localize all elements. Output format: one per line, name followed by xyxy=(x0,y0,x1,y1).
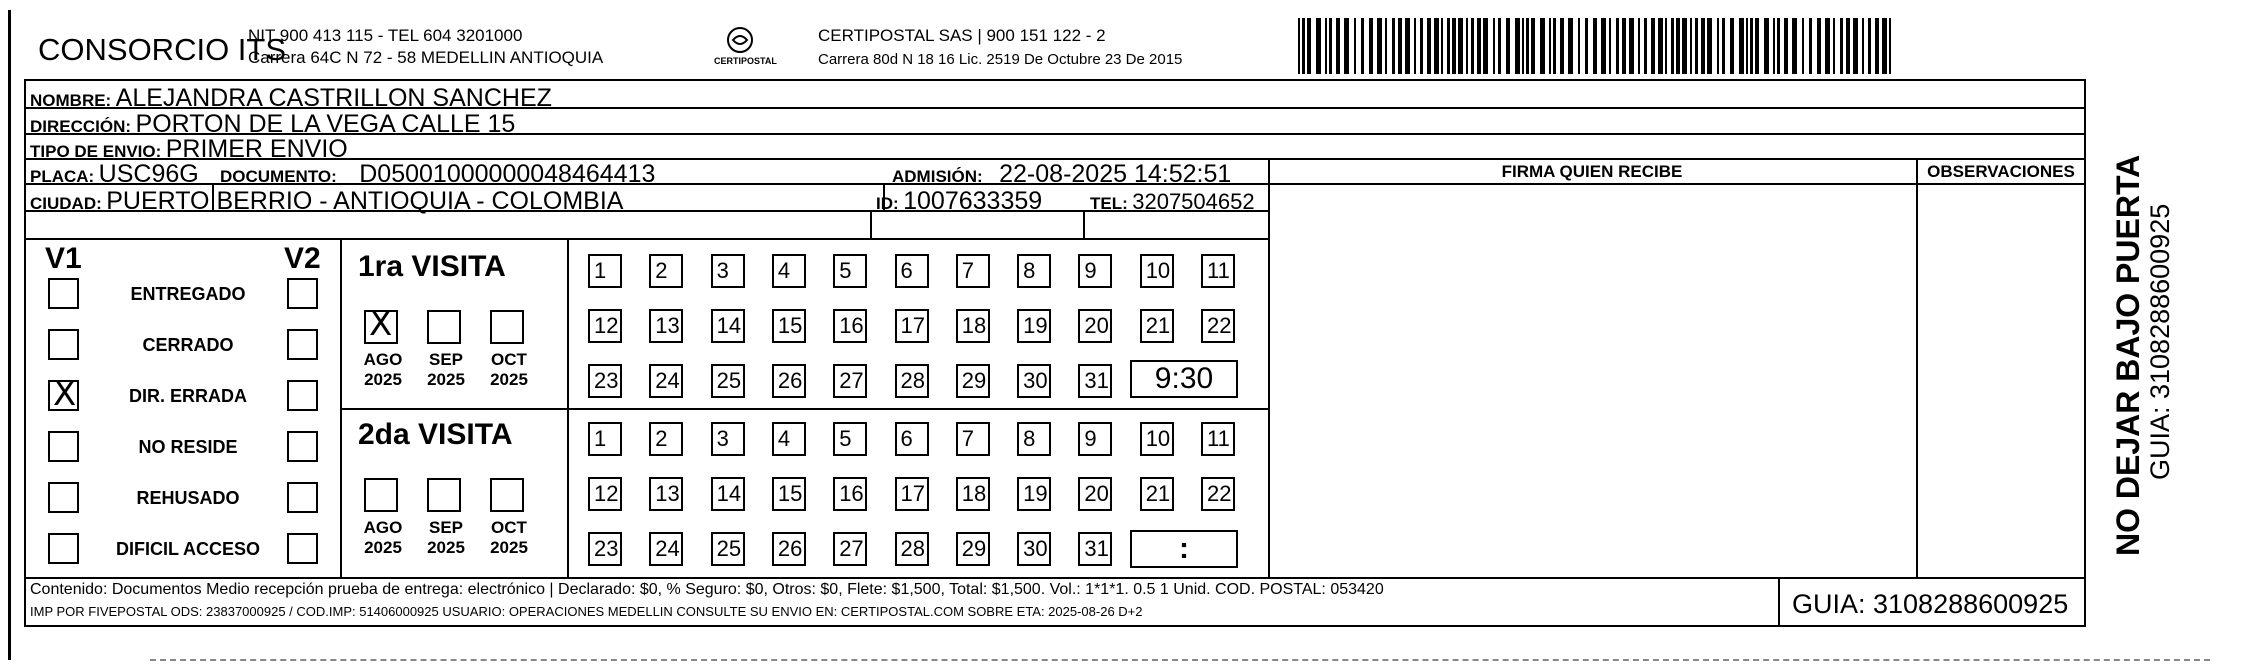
observaciones-area[interactable] xyxy=(1918,185,2084,575)
barcode-bar xyxy=(1361,18,1364,74)
day-box[interactable]: 23 xyxy=(588,532,622,566)
admision-value: 22-08-2025 14:52:51 xyxy=(999,160,1232,188)
barcode-bar xyxy=(1302,18,1305,74)
day-box[interactable]: 8 xyxy=(1017,422,1051,456)
day-box[interactable]: 10 xyxy=(1140,254,1174,288)
visit2-time-box[interactable] xyxy=(1130,530,1238,568)
v2-checkbox[interactable] xyxy=(287,380,318,411)
day-box[interactable]: 11 xyxy=(1201,422,1235,456)
barcode-bar xyxy=(1316,18,1321,74)
barcode-bar xyxy=(1420,18,1423,74)
barcode-bar xyxy=(1585,18,1588,74)
barcode-bar xyxy=(1549,18,1551,74)
day-box[interactable]: 29 xyxy=(956,532,990,566)
month-year: 2025 xyxy=(490,370,528,389)
barcode-bar xyxy=(1452,18,1456,74)
barcode-bar xyxy=(1882,18,1887,74)
barcode-bar xyxy=(1298,18,1300,74)
v1-checkbox[interactable] xyxy=(48,374,79,414)
day-box[interactable]: 9 xyxy=(1078,254,1112,288)
barcode-bar xyxy=(1817,18,1821,74)
day-box[interactable]: 22 xyxy=(1201,477,1235,511)
day-box[interactable]: 8 xyxy=(1017,254,1051,288)
certipostal-logo xyxy=(712,24,777,76)
company-name: CONSORCIO ITS xyxy=(38,32,287,67)
barcode-bar xyxy=(1329,18,1332,74)
barcode-bar xyxy=(1515,18,1520,74)
day-box[interactable]: 27 xyxy=(833,532,867,566)
barcode-bar xyxy=(1493,18,1495,74)
barcode-bar xyxy=(1682,18,1687,74)
carrier-line-1: CERTIPOSTAL SAS | 900 151 122 - 2 xyxy=(818,26,1106,45)
barcode-bar xyxy=(1560,18,1564,74)
company-line-2: Carrera 64C N 72 - 58 MEDELLIN ANTIOQUIA xyxy=(248,48,604,67)
day-box[interactable]: 24 xyxy=(649,364,683,398)
month-label: SEP xyxy=(428,518,464,537)
month-year: 2025 xyxy=(364,370,402,389)
barcode-bar xyxy=(1398,18,1402,74)
barcode-bar xyxy=(1629,18,1634,74)
status-label: ENTREGADO xyxy=(130,284,246,304)
barcode-bar xyxy=(1722,18,1725,74)
day-box[interactable]: 7 xyxy=(956,254,990,288)
barcode-bar xyxy=(1773,18,1775,74)
barcode-bar xyxy=(1336,18,1340,74)
month-year: 2025 xyxy=(427,370,465,389)
barcode-bar xyxy=(1377,18,1382,74)
v1-mark: X xyxy=(53,374,77,414)
barcode-bar xyxy=(1868,18,1871,74)
barcode-bar xyxy=(1526,18,1529,74)
day-box[interactable]: 20 xyxy=(1078,477,1112,511)
direccion-value: PORTON DE LA VEGA CALLE 15 xyxy=(135,110,516,138)
day-box[interactable]: 3 xyxy=(711,422,745,456)
barcode-bar xyxy=(1750,18,1753,74)
barcode-bar xyxy=(1809,18,1812,74)
barcode-bar xyxy=(1665,18,1667,74)
barcode-bar xyxy=(1447,18,1450,74)
visit2-title: 2da VISITA xyxy=(358,418,513,451)
month-year: 2025 xyxy=(364,538,402,557)
barcode-bar xyxy=(1707,18,1712,74)
v1-checkbox[interactable] xyxy=(48,329,79,360)
tel-value: 3207504652 xyxy=(1132,189,1255,214)
day-box[interactable]: 4 xyxy=(772,254,806,288)
visit1-title: 1ra VISITA xyxy=(358,250,506,283)
barcode-bar xyxy=(1427,18,1431,74)
barcode-bar xyxy=(1717,18,1719,74)
day-box[interactable]: 22 xyxy=(1201,309,1235,343)
footer-content: Contenido: Documentos Medio recepción prueba de entrega: electrónico | Declarado: $0, % Seguro: $0, Otros: $0, Flete: $1,500, Total: $1,500. Vol.: 1*1*1. 0.5 1 Unid. COD. POSTAL: 053420 xyxy=(30,581,1384,598)
barcode-bar xyxy=(1325,18,1327,74)
v2-checkbox[interactable] xyxy=(287,533,318,564)
visit2-time: : xyxy=(1179,532,1189,565)
day-box[interactable]: 26 xyxy=(772,532,806,566)
v2-checkbox[interactable] xyxy=(287,329,318,360)
barcode-bar xyxy=(1784,18,1788,74)
barcode-bar xyxy=(1695,18,1698,74)
barcode-bar xyxy=(1889,18,1891,74)
month-checkbox[interactable] xyxy=(427,310,461,344)
bottom-cut-line xyxy=(150,659,2210,661)
barcode-bar xyxy=(1746,18,1748,74)
day-box[interactable]: 24 xyxy=(649,532,683,566)
barcode-bar xyxy=(1483,18,1488,74)
barcode-bar xyxy=(1792,18,1797,74)
nombre-label: NOMBRE: xyxy=(30,91,112,110)
v2-checkbox[interactable] xyxy=(287,278,318,309)
barcode-bar xyxy=(1676,18,1680,74)
month-label: AGO xyxy=(363,350,403,369)
barcode-bar xyxy=(1609,18,1611,74)
day-box[interactable]: 15 xyxy=(772,477,806,511)
id-value: 1007633359 xyxy=(903,187,1043,215)
status-label: DIR. ERRADA xyxy=(128,386,247,406)
status-label: REHUSADO xyxy=(136,488,240,508)
documento-value: D05001000000048464413 xyxy=(359,160,656,188)
ciudad-value: PUERTO BERRIO - ANTIOQUIA - COLOMBIA xyxy=(106,187,624,215)
barcode-bar xyxy=(1622,18,1626,74)
day-box[interactable]: 4 xyxy=(772,422,806,456)
firma-header: FIRMA QUIEN RECIBE xyxy=(1501,162,1683,181)
v1-checkbox[interactable] xyxy=(48,533,79,564)
barcode-bar xyxy=(1739,18,1744,74)
barcode-bar xyxy=(1414,18,1416,74)
status-label: DIFICIL ACCESO xyxy=(115,539,260,559)
documento-label: DOCUMENTO: xyxy=(220,167,337,186)
footer-guia: GUIA: 3108288600925 xyxy=(1792,589,2069,619)
day-box[interactable]: 12 xyxy=(588,309,622,343)
documento-row xyxy=(220,162,655,187)
observaciones-header: OBSERVACIONES xyxy=(1927,162,2075,181)
day-box[interactable]: 11 xyxy=(1201,254,1235,288)
day-box[interactable]: 14 xyxy=(711,309,745,343)
day-box[interactable]: 12 xyxy=(588,477,622,511)
barcode-bar xyxy=(1730,18,1734,74)
barcode-bar xyxy=(1540,18,1545,74)
tel-row xyxy=(1090,191,1255,213)
day-box[interactable]: 21 xyxy=(1140,477,1174,511)
day-box[interactable]: 13 xyxy=(649,477,683,511)
day-box[interactable]: 2 xyxy=(649,422,683,456)
day-box[interactable]: 28 xyxy=(895,364,929,398)
barcode-bar xyxy=(1616,18,1619,74)
day-box[interactable]: 25 xyxy=(711,532,745,566)
month-label: OCT xyxy=(491,350,527,369)
admision-row xyxy=(892,162,1231,187)
barcode-bar xyxy=(1764,18,1769,74)
status-label: CERRADO xyxy=(142,335,234,355)
day-box[interactable]: 30 xyxy=(1017,532,1051,566)
id-row xyxy=(876,189,1042,214)
company-line-1: NIT 900 413 115 - TEL 604 3201000 xyxy=(248,26,523,45)
month-year: 2025 xyxy=(490,538,528,557)
visit1-time: 9:30 xyxy=(1154,362,1214,395)
tel-label: TEL: xyxy=(1090,194,1128,213)
day-box[interactable]: 17 xyxy=(895,309,929,343)
month-year: 2025 xyxy=(427,538,465,557)
side-guia: GUIA: 3108288600925 xyxy=(2145,203,2175,480)
tipo-value: PRIMER ENVIO xyxy=(165,135,348,163)
barcode-bar xyxy=(1853,18,1858,74)
signature-area[interactable] xyxy=(1270,185,1914,575)
tipo-label: TIPO DE ENVIO: xyxy=(30,142,162,161)
placa-label: PLACA: xyxy=(30,167,95,186)
v2-checkbox[interactable] xyxy=(287,431,318,462)
day-box[interactable]: 20 xyxy=(1078,309,1112,343)
day-box[interactable]: 31 xyxy=(1078,364,1112,398)
barcode-bar xyxy=(1777,18,1780,74)
barcode-bar xyxy=(1651,18,1655,74)
barcode-bar xyxy=(1466,18,1468,74)
month-mark: X xyxy=(369,304,393,344)
barcode-bar xyxy=(1477,18,1481,74)
day-box[interactable]: 6 xyxy=(895,422,929,456)
month-checkbox[interactable] xyxy=(427,478,461,512)
day-box[interactable]: 31 xyxy=(1078,532,1112,566)
carrier-line-2: Carrera 80d N 18 16 Lic. 2519 De Octubre 23 De 2015 xyxy=(818,51,1183,68)
day-box[interactable]: 28 xyxy=(895,532,929,566)
barcode-bar xyxy=(1354,18,1356,74)
barcode-bar xyxy=(1840,18,1843,74)
month-checkbox[interactable] xyxy=(490,310,524,344)
barcode-bar xyxy=(1392,18,1395,74)
day-box[interactable]: 1 xyxy=(588,254,622,288)
day-box[interactable]: 25 xyxy=(711,364,745,398)
day-box[interactable]: 27 xyxy=(833,364,867,398)
v1-checkbox[interactable] xyxy=(48,431,79,462)
barcode-bar xyxy=(1701,18,1705,74)
id-label: ID: xyxy=(876,194,899,213)
day-box[interactable]: 19 xyxy=(1017,309,1051,343)
month-checkbox[interactable] xyxy=(364,478,398,512)
visit1-time-box[interactable] xyxy=(1130,360,1238,398)
barcode-bar xyxy=(1458,18,1463,74)
day-box[interactable]: 21 xyxy=(1140,309,1174,343)
v1-header: V1 xyxy=(45,242,82,275)
no-dejar-warning: NO DEJAR BAJO PUERTA xyxy=(2110,154,2146,556)
day-box[interactable]: 18 xyxy=(956,309,990,343)
nombre-value: ALEJANDRA CASTRILLON SANCHEZ xyxy=(115,84,552,112)
month-checkbox[interactable] xyxy=(490,478,524,512)
day-box[interactable]: 29 xyxy=(956,364,990,398)
barcode-bar xyxy=(1531,18,1535,74)
barcode-bar xyxy=(1441,18,1443,74)
day-box[interactable]: 9 xyxy=(1078,422,1112,456)
day-box[interactable]: 17 xyxy=(895,477,929,511)
day-box[interactable]: 16 xyxy=(833,309,867,343)
barcode-bar xyxy=(1553,18,1556,74)
logo-text: CERTIPOSTAL xyxy=(714,56,777,66)
tipo-row xyxy=(30,137,348,162)
day-box[interactable]: 2 xyxy=(649,254,683,288)
day-box[interactable]: 5 xyxy=(833,422,867,456)
v1-checkbox[interactable] xyxy=(48,482,79,513)
barcode-bar xyxy=(1498,18,1501,74)
direccion-row xyxy=(30,112,515,137)
day-box[interactable]: 10 xyxy=(1140,422,1174,456)
barcode-bar xyxy=(1671,18,1674,74)
ciudad-label: CIUDAD: xyxy=(30,194,102,213)
left-edge-line xyxy=(8,10,11,660)
barcode-bar xyxy=(1825,18,1830,74)
barcode-bar xyxy=(1755,18,1759,74)
day-box[interactable]: 18 xyxy=(956,477,990,511)
barcode-bar xyxy=(1307,18,1311,74)
barcode-bar xyxy=(1434,18,1439,74)
barcode-bar xyxy=(1846,18,1850,74)
barcode-bar xyxy=(1568,18,1573,74)
barcode-bar xyxy=(1601,18,1606,74)
day-box[interactable]: 14 xyxy=(711,477,745,511)
ciudad-row xyxy=(30,189,623,214)
status-label: NO RESIDE xyxy=(138,437,238,457)
v1-checkbox[interactable] xyxy=(48,278,79,309)
barcode-bar xyxy=(1385,18,1387,74)
admision-label: ADMISIÓN: xyxy=(892,167,983,186)
v2-header: V2 xyxy=(284,242,321,275)
day-box[interactable]: 16 xyxy=(833,477,867,511)
barcode-bar xyxy=(1875,18,1879,74)
day-box[interactable]: 7 xyxy=(956,422,990,456)
month-label: SEP xyxy=(428,350,464,369)
barcode-bar xyxy=(1578,18,1580,74)
placa-value: USC96G xyxy=(98,160,199,188)
barcode-bar xyxy=(1833,18,1835,74)
footer-print-info: IMP POR FIVEPOSTAL ODS: 23837000925 / COD.IMP: 51406000925 USUARIO: OPERACIONES MEDELLIN CONSULTE SU ENVIO EN: CERTIPOSTAL.COM SOBRE ETA: 2025-08-26 D+2 xyxy=(30,604,1143,619)
barcode-bar xyxy=(1471,18,1474,74)
barcode-bar xyxy=(1862,18,1864,74)
barcode-bar xyxy=(1644,18,1647,74)
barcode-bar xyxy=(1344,18,1349,74)
barcode xyxy=(1298,18,1894,74)
day-box[interactable]: 26 xyxy=(772,364,806,398)
barcode-bar xyxy=(1802,18,1804,74)
day-box[interactable]: 6 xyxy=(895,254,929,288)
day-box[interactable]: 5 xyxy=(833,254,867,288)
v2-checkbox[interactable] xyxy=(287,482,318,513)
month-label: AGO xyxy=(363,518,403,537)
day-box[interactable]: 15 xyxy=(772,309,806,343)
month-label: OCT xyxy=(491,518,527,537)
barcode-bar xyxy=(1522,18,1524,74)
day-box[interactable]: 30 xyxy=(1017,364,1051,398)
day-box[interactable]: 1 xyxy=(588,422,622,456)
barcode-bar xyxy=(1405,18,1410,74)
barcode-bar xyxy=(1690,18,1692,74)
day-box[interactable]: 3 xyxy=(711,254,745,288)
barcode-bar xyxy=(1369,18,1373,74)
nombre-row xyxy=(30,86,552,111)
barcode-bar xyxy=(1658,18,1663,74)
day-box[interactable]: 19 xyxy=(1017,477,1051,511)
placa-row xyxy=(30,162,199,187)
barcode-bar xyxy=(1638,18,1640,74)
day-box[interactable]: 23 xyxy=(588,364,622,398)
month-checkbox[interactable] xyxy=(364,304,398,344)
day-box[interactable]: 13 xyxy=(649,309,683,343)
barcode-bar xyxy=(1593,18,1597,74)
direccion-label: DIRECCIÓN: xyxy=(30,117,132,136)
barcode-bar xyxy=(1506,18,1510,74)
